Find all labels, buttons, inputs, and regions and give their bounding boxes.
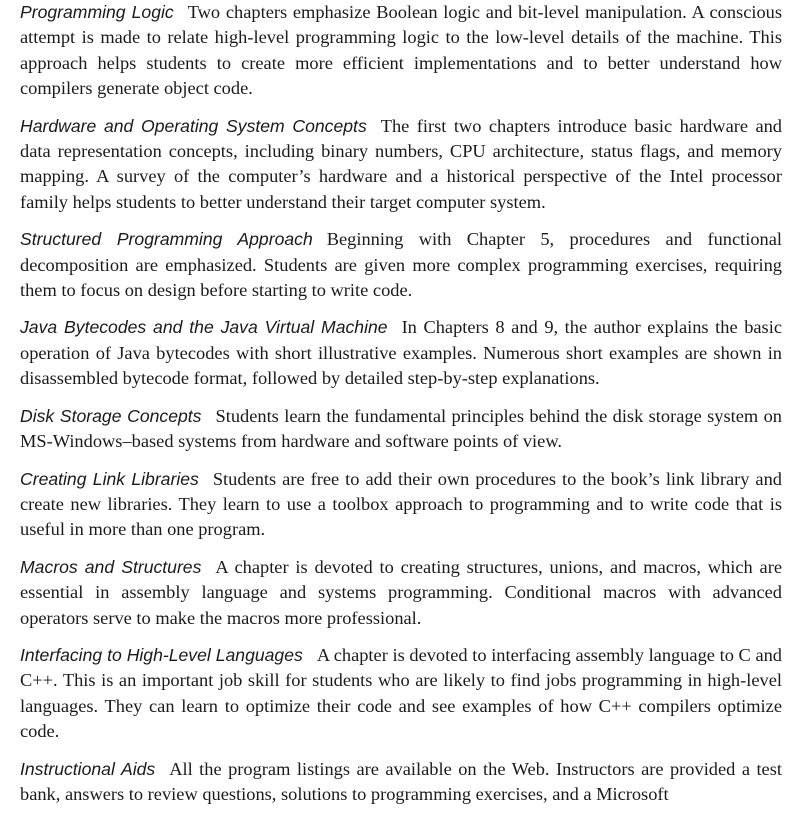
entry-heading: Interfacing to High-Level Languages — [20, 644, 303, 665]
entry-link-libraries — [20, 467, 782, 543]
entry-body: A chapter is devoted to creating structures, unions, and macros, which are essential in assembly language and systems programming. Conditional macros with advanced operators serve to make the macros more professional. — [20, 556, 782, 628]
entry-disk-storage — [20, 404, 782, 455]
entry-hardware-os-concepts — [20, 114, 782, 216]
entry-heading: Programming Logic — [20, 2, 174, 22]
entry-body: Two chapters emphasize Boolean logic and bit-level manipulation. A conscious attempt is made to relate high-level programming logic to the low-level details of the machine. This approach helps students to create more efficient implementations and to better understand how compilers generate object code. — [20, 2, 783, 99]
entry-body: All the program listings are available on the Web. Instructors are provided a test bank, answers to review questions, solutions to programming exercises, and a Microsoft — [20, 758, 782, 804]
entry-body: Students learn the fundamental principles behind the disk storage system on MS-Windows–based systems from hardware and software points of view. — [20, 405, 782, 452]
entry-structured-programming — [20, 227, 782, 303]
entry-heading: Java Bytecodes and the Java Virtual Machine — [20, 317, 388, 338]
entry-heading: Disk Storage Concepts — [20, 405, 202, 426]
entry-body: Beginning with Chapter 5, procedures and functional decomposition are emphasized. Students are given more complex programming exercises, requiring them to focus on design before starting to write code. — [20, 229, 783, 301]
entry-programming-logic — [20, 0, 782, 102]
entry-body: A chapter is devoted to interfacing assembly language to C and C++. This is an important job skill for students who are likely to find jobs programming in high-level languages. They can learn to optimize their code and see examples of how C++ compilers optimize code. — [20, 644, 782, 742]
entry-high-level-languages — [20, 643, 782, 745]
entry-heading: Hardware and Operating System Concepts — [20, 115, 367, 136]
entry-heading: Structured Programming Approach — [20, 229, 313, 250]
entry-body: Students are free to add their own procedures to the book’s link library and create new libraries. They learn to use a toolbox approach to programming and to write code that is useful in more than one program. — [20, 468, 782, 540]
entry-java-bytecodes — [20, 315, 782, 391]
entry-body: In Chapters 8 and 9, the author explains the basic operation of Java bytecodes with short illustrative examples. Numerous short examples are shown in disassembled bytecode format, followed by detailed step-by-step explanations. — [20, 317, 782, 389]
entry-body: The first two chapters introduce basic hardware and data representation concepts, including binary numbers, CPU architecture, status flags, and memory mapping. A survey of the computer’s hardware and a historical perspective of the Intel processor family helps students to better understand their target computer system. — [20, 115, 782, 212]
entry-heading: Instructional Aids — [20, 758, 156, 779]
entry-heading: Macros and Structures — [20, 556, 202, 577]
entry-heading: Creating Link Libraries — [20, 468, 199, 489]
document-page — [20, 0, 782, 819]
entry-macros-structures — [20, 555, 782, 631]
